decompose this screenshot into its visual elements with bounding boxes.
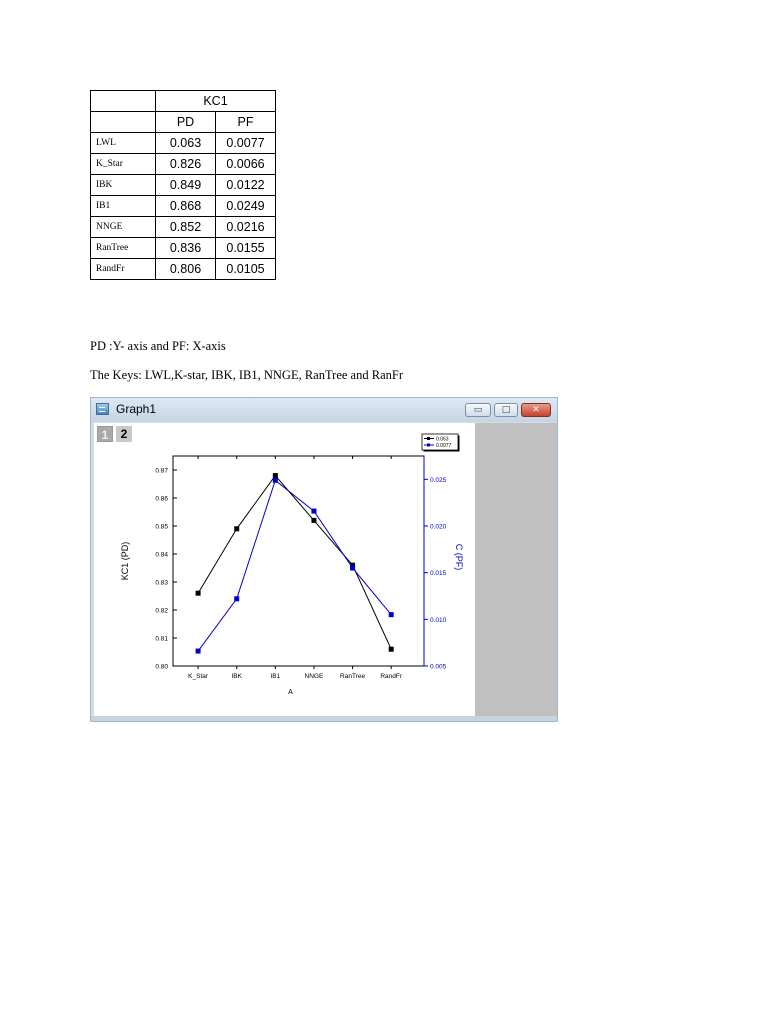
table-cell-key: LWL	[91, 133, 156, 154]
table-cell-pf: 0.0066	[216, 154, 276, 175]
x-axis-tick-label: RandFr	[380, 673, 403, 680]
window-bottom-edge	[91, 716, 557, 721]
table-cell-pf: 0.0155	[216, 238, 276, 259]
table-cell-pd: 0.868	[156, 196, 216, 217]
series-2-point	[273, 478, 278, 483]
table-cell-key: K_Star	[91, 154, 156, 175]
series-1-point	[273, 473, 278, 478]
table-cell-pf: 0.0249	[216, 196, 276, 217]
axes-note: PD :Y- axis and PF: X-axis	[90, 339, 226, 353]
layer-tab-1[interactable]: 1	[97, 426, 113, 442]
table-cell-key: NNGE	[91, 217, 156, 238]
x-axis-tick-label: RanTree	[340, 673, 366, 680]
series-line-1	[198, 476, 391, 650]
table-cell-pd: 0.836	[156, 238, 216, 259]
table-group-header: KC1	[156, 91, 276, 112]
table-cell-pd: 0.806	[156, 259, 216, 280]
right-axis-tick-label: 0.010	[430, 616, 447, 624]
legend-label-1: 0.063	[436, 436, 449, 443]
results-table	[90, 90, 276, 280]
series-2-point	[311, 509, 316, 514]
x-axis-tick-label: NNGE	[304, 673, 324, 680]
table-cell-key: RanTree	[91, 238, 156, 259]
series-2-point	[350, 566, 355, 571]
table-column-header-pd: PD	[156, 112, 216, 133]
series-line-2	[198, 480, 391, 651]
table-corner-cell	[91, 112, 156, 133]
table-row	[91, 217, 276, 238]
table-cell-key: IB1	[91, 196, 156, 217]
table-cell-key: IBK	[91, 175, 156, 196]
series-1-point	[311, 518, 316, 523]
right-axis-tick-label: 0.005	[430, 663, 447, 671]
table-cell-pf: 0.0105	[216, 259, 276, 280]
legend-label-2: 0.0077	[436, 443, 452, 449]
right-axis-tick-label: 0.025	[430, 476, 447, 484]
left-axis-tick-label: 0.85	[155, 523, 168, 531]
close-button[interactable]: ✕	[521, 403, 551, 417]
legend-marker-2	[427, 444, 430, 447]
line-chart	[94, 423, 475, 716]
table-column-header-row	[91, 112, 276, 133]
maximize-button[interactable]: □	[494, 403, 518, 417]
minimize-button[interactable]: ▭	[465, 403, 491, 417]
table-cell-pd: 0.849	[156, 175, 216, 196]
table-corner-cell	[91, 91, 156, 112]
left-axis-tick-label: 0.81	[155, 635, 168, 643]
table-group-header-row	[91, 91, 276, 112]
window-title: Graph1	[116, 402, 157, 416]
table-row	[91, 259, 276, 280]
left-axis-tick-label: 0.87	[155, 467, 168, 475]
table-cell-pd: 0.852	[156, 217, 216, 238]
table-cell-pd: 0.063	[156, 133, 216, 154]
right-axis-tick-label: 0.020	[430, 523, 447, 531]
graph-window	[90, 397, 558, 722]
table-row	[91, 196, 276, 217]
x-axis-tick-label: K_Star	[188, 673, 209, 680]
table-cell-pf: 0.0077	[216, 133, 276, 154]
graph-app-icon	[96, 403, 109, 415]
right-axis-tick-label: 0.015	[430, 570, 447, 578]
left-axis-tick-label: 0.80	[155, 663, 168, 671]
right-axis-title: C (PF)	[454, 543, 464, 571]
x-axis-tick-label: IB1	[270, 673, 281, 680]
series-1-point	[196, 591, 201, 596]
table-row	[91, 175, 276, 196]
plot-frame-group	[173, 456, 428, 669]
series-2-point	[389, 612, 394, 617]
series-1-point	[389, 647, 394, 652]
series-2-point	[234, 596, 239, 601]
layer-tab-2[interactable]: 2	[116, 426, 132, 442]
window-titlebar[interactable]	[91, 398, 557, 422]
graph-client-area	[94, 423, 557, 716]
table-row	[91, 238, 276, 259]
left-axis-title: KC1 (PD)	[120, 541, 130, 581]
left-axis-tick-label: 0.84	[155, 551, 168, 559]
table-cell-pf: 0.0216	[216, 217, 276, 238]
table-row	[91, 133, 276, 154]
table-cell-key: RandFr	[91, 259, 156, 280]
series-1-point	[234, 526, 239, 531]
left-axis-tick-label: 0.83	[155, 579, 168, 587]
table-cell-pd: 0.826	[156, 154, 216, 175]
left-axis-tick-label: 0.86	[155, 495, 168, 503]
keys-note: The Keys: LWL,K-star, IBK, IB1, NNGE, RanTree and RanFr	[90, 368, 403, 382]
legend-marker-1	[427, 437, 430, 440]
x-axis-tick-label: IBK	[231, 673, 242, 680]
graph-side-pane	[475, 423, 557, 716]
table-column-header-pf: PF	[216, 112, 276, 133]
table-row	[91, 154, 276, 175]
x-axis-title: A	[288, 689, 293, 696]
series-2-point	[196, 649, 201, 654]
table-cell-pf: 0.0122	[216, 175, 276, 196]
left-axis-tick-label: 0.82	[155, 607, 168, 615]
